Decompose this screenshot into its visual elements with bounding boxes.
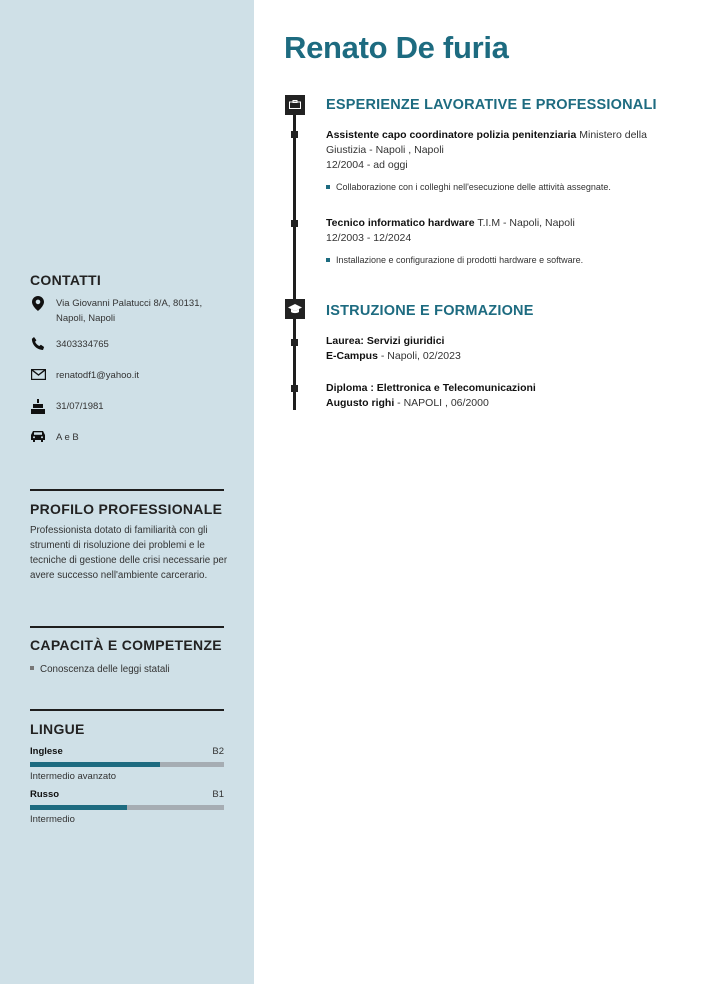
job-role: Tecnico informatico hardware (326, 217, 475, 229)
profile-heading: PROFILO PROFESSIONALE (30, 501, 223, 517)
location-pin-icon (30, 296, 46, 312)
skill-text: Conoscenza delle leggi statali (40, 664, 170, 675)
experience-heading: ESPERIENZE LAVORATIVE E PROFESSIONALI (326, 97, 657, 113)
proficiency-bar (30, 762, 224, 767)
timeline-marker (291, 385, 298, 392)
phone-icon (30, 337, 46, 353)
degree: Laurea: Servizi giuridici (326, 335, 445, 347)
proficiency-fill (30, 805, 127, 810)
school: Augusto righi (326, 397, 395, 409)
contact-email (30, 368, 230, 384)
divider (30, 709, 224, 711)
job-bullet (326, 255, 583, 265)
birthdate-text: 31/07/1981 (56, 401, 104, 412)
envelope-icon (30, 368, 46, 384)
timeline-marker (291, 220, 298, 227)
bullet-icon (326, 185, 330, 189)
education-details: - NAPOLI , 06/2000 (394, 397, 489, 409)
job-bullet-text: Installazione e configurazione di prodotti hardware e software. (336, 255, 584, 265)
job-company: T.I.M - Napoli, Napoli (477, 217, 575, 229)
language-name: Russo (30, 789, 60, 800)
birthday-cake-icon (30, 399, 46, 415)
school: E-Campus (326, 350, 378, 362)
bullet-icon (30, 666, 34, 670)
license-text: A e B (56, 432, 79, 443)
education-details: - Napoli, 02/2023 (377, 350, 461, 362)
job-dates: 12/2003 - 12/2024 (326, 232, 412, 244)
candidate-name: Renato De furia (284, 30, 509, 65)
job-bullet (326, 182, 611, 192)
language-description: Intermedio (30, 814, 75, 825)
divider (30, 626, 224, 628)
job-entry (326, 216, 676, 246)
timeline-marker (291, 131, 298, 138)
language-name: Inglese (30, 746, 63, 757)
language-description: Intermedio avanzato (30, 771, 117, 782)
divider (30, 489, 224, 491)
timeline-line (293, 100, 296, 410)
contact-birthdate (30, 399, 230, 415)
degree: Diploma : Elettronica e Telecomunicazioni (326, 382, 536, 394)
job-role: Assistente capo coordinatore polizia penitenziaria (326, 129, 577, 141)
contact-phone (30, 337, 230, 353)
language-level: B1 (212, 789, 224, 800)
proficiency-bar (30, 805, 224, 810)
job-entry (326, 128, 676, 173)
sidebar (0, 0, 254, 984)
education-entry (326, 381, 676, 411)
contact-address (30, 296, 230, 326)
job-company: Ministero della Giustizia - Napoli , Napoli (326, 129, 647, 156)
bullet-icon (326, 258, 330, 262)
language-item (30, 789, 224, 825)
timeline-marker (291, 339, 298, 346)
email-text: renatodf1@yahoo.it (56, 370, 140, 381)
language-item (30, 746, 224, 782)
skills-heading: CAPACITÀ E COMPETENZE (30, 637, 222, 653)
job-bullet-text: Collaborazione con i colleghi nell'esecuzione delle attività assegnate. (336, 182, 611, 192)
contacts-heading: CONTATTI (30, 272, 102, 288)
contact-license (30, 430, 230, 446)
skill-item (30, 664, 170, 675)
education-heading: ISTRUZIONE E FORMAZIONE (326, 303, 534, 319)
profile-text: Professionista dotato di familiarità con gli strumenti di risoluzione dei problemi e le tecniche di gestione delle crisi necessarie per avere successo nell'ambiente carcerario. (30, 525, 228, 581)
proficiency-fill (30, 762, 160, 767)
briefcase-icon (285, 95, 305, 115)
education-entry (326, 334, 676, 364)
phone-text: 3403334765 (56, 339, 109, 350)
address-text: Via Giovanni Palatucci 8/A, 80131, Napoli, Napoli (56, 298, 203, 324)
language-level: B2 (212, 746, 224, 757)
job-dates: 12/2004 - ad oggi (326, 159, 408, 171)
car-icon (30, 430, 46, 446)
languages-heading: LINGUE (30, 721, 85, 737)
graduation-cap-icon (285, 299, 305, 319)
main-content (254, 0, 720, 984)
